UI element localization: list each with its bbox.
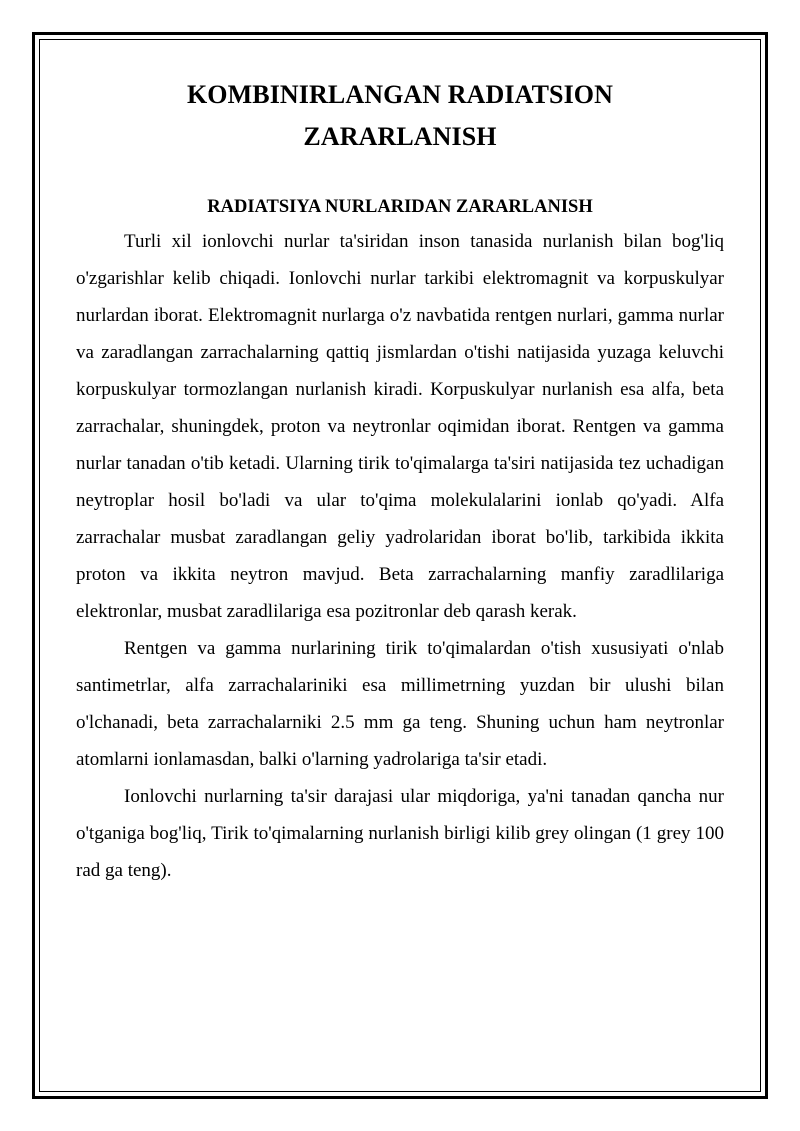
document-title-line-1: KOMBINIRLANGAN RADIATSION (186, 80, 613, 109)
document-title-line-2: ZARARLANISH (303, 122, 497, 151)
document-title (76, 74, 724, 158)
paragraph-1: Turli xil ionlovchi nurlar ta'siridan inson tanasida nurlanish bilan bog'liq o'zgarishlar kelib chiqadi. Ionlovchi nurlar tarkibi elektromagnit va korpuskulyar nurlardan iborat. Elektromagnit nurlarga o'z navbatida rentgen nurlari, gamma nurlar va zaradlangan zarrachalarning qattiq jismlardan o'tishi natijasida yuzaga keluvchi korpuskulyar tormozlangan nurlanish kiradi. Korpuskulyar nurlanish esa alfa, beta zarrachalar, shuningdek, proton va neytronlar oqimidan iborat. Rentgen va gamma nurlar tanadan o'tib ketadi. Ularning tirik to'qimalarga ta'siri natijasida tez uchadigan neytroplar hosil bo'ladi va ular to'qima molekulalarini ionlab qo'yadi. Alfa zarrachalar musbat zaradlangan geliy yadrolaridan iborat bo'lib, tarkibida ikkita proton va ikkita neytron mavjud. Beta zarrachalarning manfiy zaradlilariga elektronlar, musbat zaradlilariga esa pozitronlar deb qarash kerak. (76, 231, 724, 622)
section-heading: RADIATSIYA NURLARIDAN ZARARLANISH (207, 197, 593, 217)
document-body (76, 74, 724, 889)
paragraph-3: Ionlovchi nurlarning ta'sir darajasi ular miqdoriga, ya'ni tanadan qancha nur o'tganiga bog'liq, Tirik to'qimalarning nurlanish birligi kilib grey olingan (1 grey 100 rad ga teng). (76, 786, 724, 881)
paragraph-2: Rentgen va gamma nurlarining tirik to'qimalardan o'tish xususiyati o'nlab santimetrlar, alfa zarrachalariniki esa millimetrning yuzdan bir ulushi bilan o'lchanadi, beta zarrachalarniki 2.5 mm ga teng. Shuning uchun ham neytronlar atomlarni ionlamasdan, balki o'larning yadrolariga ta'sir etadi. (76, 638, 724, 770)
